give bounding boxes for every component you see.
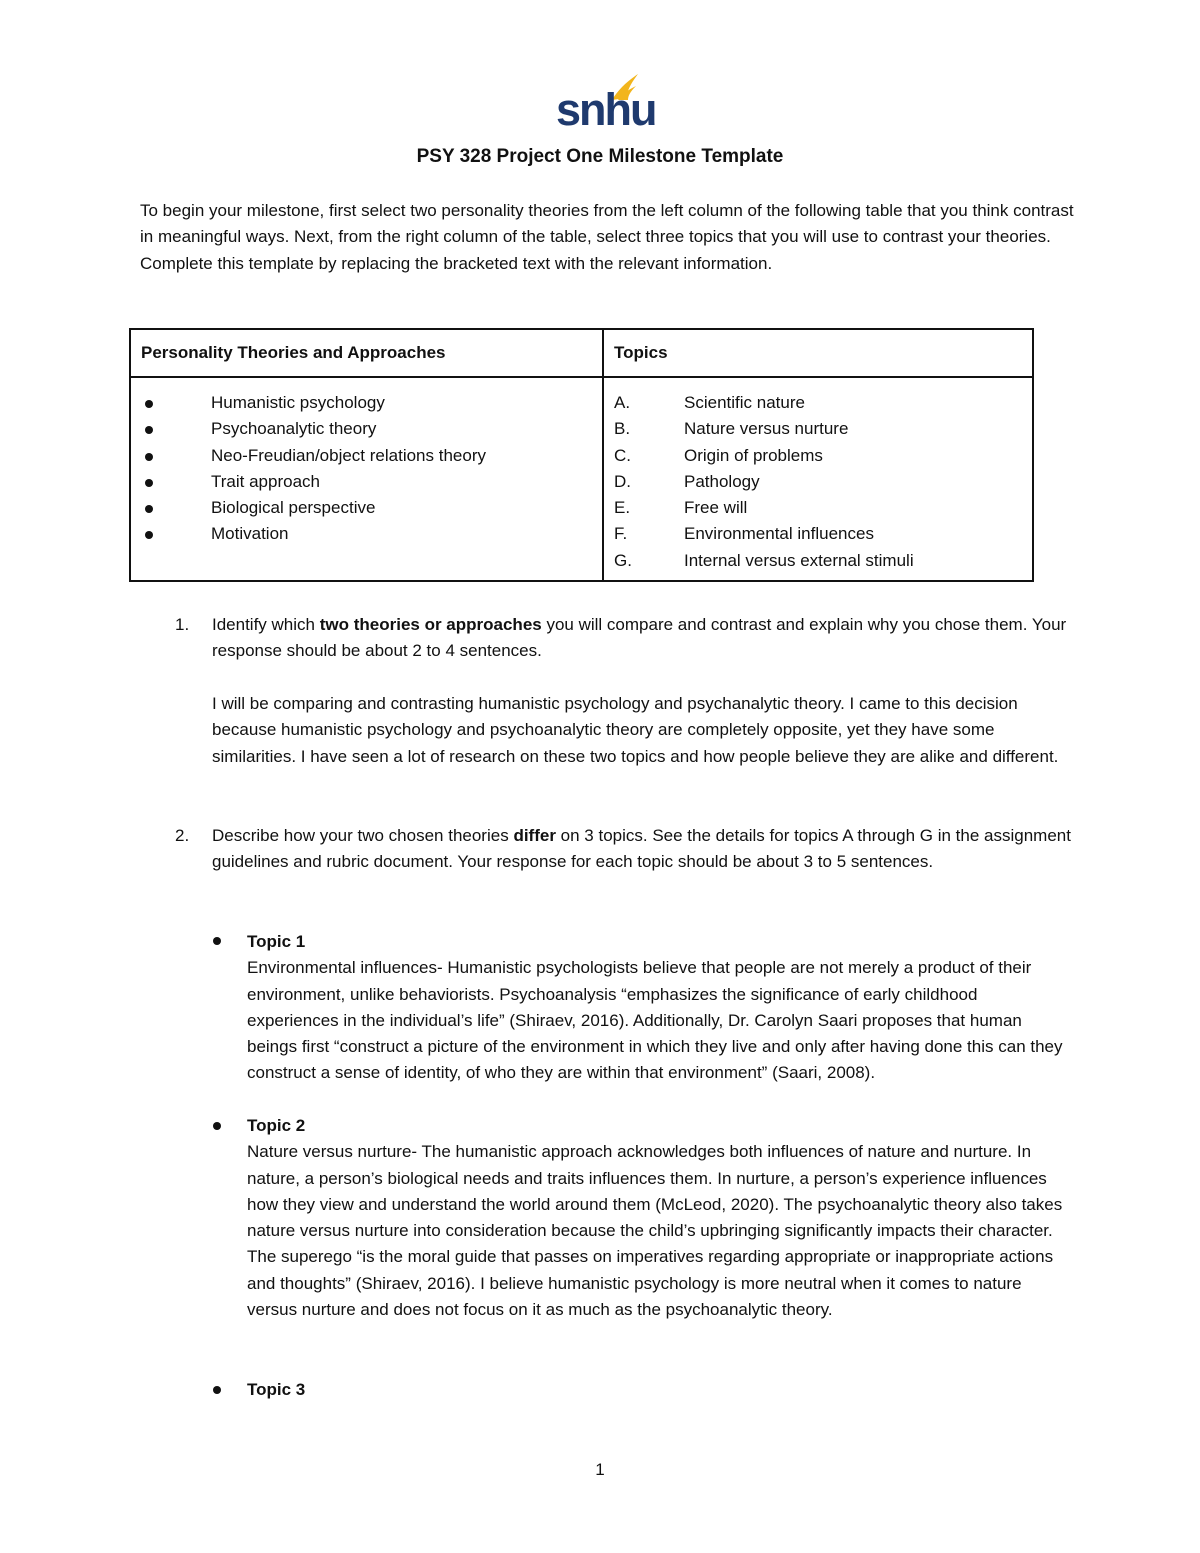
list-item: Trait approach [141, 469, 592, 495]
bullet-icon [145, 479, 153, 487]
snhu-logo [556, 72, 656, 135]
topic-2-block [247, 1113, 1067, 1323]
topic-text: Environmental influences- Humanistic psychologists believe that people are not merely a product of their environment, unlike behaviorists. Psychoanalysis “emphasizes the significance of early childhood experiences in the individual’s life” (Shiraev, 2016). Additionally, Dr. Carolyn Saari proposes that human beings first “construct a picture of the environment in which they live and only after having done this can they construct a sense of identity, of who they are within that environment” (Saari, 2008). [247, 958, 1063, 1083]
question-1-answer: I will be comparing and contrasting humanistic psychology and psychanalytic theory. I came to this decision because humanistic psychology and psychoanalytic theory are completely opposite, yet they have some similarities. I have seen a lot of research on these two topics and how people believe they are alike and different. [212, 694, 1059, 766]
theories-topics-table [129, 328, 1034, 582]
list-item: Neo-Freudian/object relations theory [141, 443, 592, 469]
bullet-icon [145, 426, 153, 434]
bullet-icon [145, 505, 153, 513]
topic-heading: Topic 1 [247, 932, 306, 951]
topic-1-block [247, 929, 1067, 1087]
list-item: Humanistic psychology [141, 390, 592, 416]
question-number: 1. [175, 615, 190, 634]
header-topics: Topics [603, 329, 1033, 377]
topic-3-block [247, 1377, 1067, 1403]
bullet-icon [213, 937, 221, 945]
list-item: G. Internal versus external stimuli [614, 550, 914, 570]
list-item: Biological perspective [141, 495, 592, 521]
list-item: Psychoanalytic theory [141, 416, 592, 442]
bullet-icon [213, 1122, 221, 1130]
list-item: B. Nature versus nurture [614, 419, 849, 439]
logo-wordmark: snhu [556, 84, 656, 135]
question-2-prompt: Describe how your two chosen theories differ on 3 topics. See the details for topics A through G in the assignment guidelines and rubric document. Your response for each topic should be about 3 to 5 sentences. [212, 826, 1071, 872]
theories-list [130, 377, 603, 581]
bullet-icon [213, 1386, 221, 1394]
question-1-prompt: Identify which two theories or approaches you will compare and contrast and explain why you chose them. Your response should be about 2 to 4 sentences. [212, 615, 1067, 661]
list-item: F. Environmental influences [614, 524, 874, 544]
page-title: PSY 328 Project One Milestone Template [416, 146, 784, 167]
topic-text: Nature versus nurture- The humanistic approach acknowledges both influences of nature and nurture. In nature, a person’s biological needs and traits influences them. In nurture, a person’s experience influences how they view and understand the world around them (McLeod, 2020). The psychoanalytic theory also takes nature versus nurture into consideration because the child’s upbringing significantly impacts their character. The superego “is the moral guide that passes on imperatives regarding appropriate or inappropriate actions and thoughts” (Shiraev, 2016). I believe humanistic psychology is more neutral when it comes to nature versus nurture and does not focus on it as much as the psychoanalytic theory. [247, 1142, 1063, 1320]
bullet-icon [145, 400, 153, 408]
topics-list [603, 377, 1033, 581]
list-item: Motivation [141, 521, 592, 547]
list-item: E. Free will [614, 498, 748, 518]
topic-heading: Topic 3 [247, 1380, 306, 1399]
page-number: 1 [595, 1460, 605, 1479]
list-item: C. Origin of problems [614, 445, 823, 465]
bullet-icon [145, 531, 153, 539]
topic-heading: Topic 2 [247, 1116, 306, 1135]
bullet-icon [145, 453, 153, 461]
intro-paragraph: To begin your milestone, first select two personality theories from the left column of the following table that you think contrast in meaningful ways. Next, from the right column of the table, select three topics that you will use to contrast your theories. Complete this template by replacing the bracketed text with the relevant information. [140, 201, 1074, 273]
list-item: A. Scientific nature [614, 393, 805, 412]
header-theories: Personality Theories and Approaches [130, 329, 603, 377]
list-item: D. Pathology [614, 471, 760, 491]
question-number: 2. [175, 826, 190, 845]
